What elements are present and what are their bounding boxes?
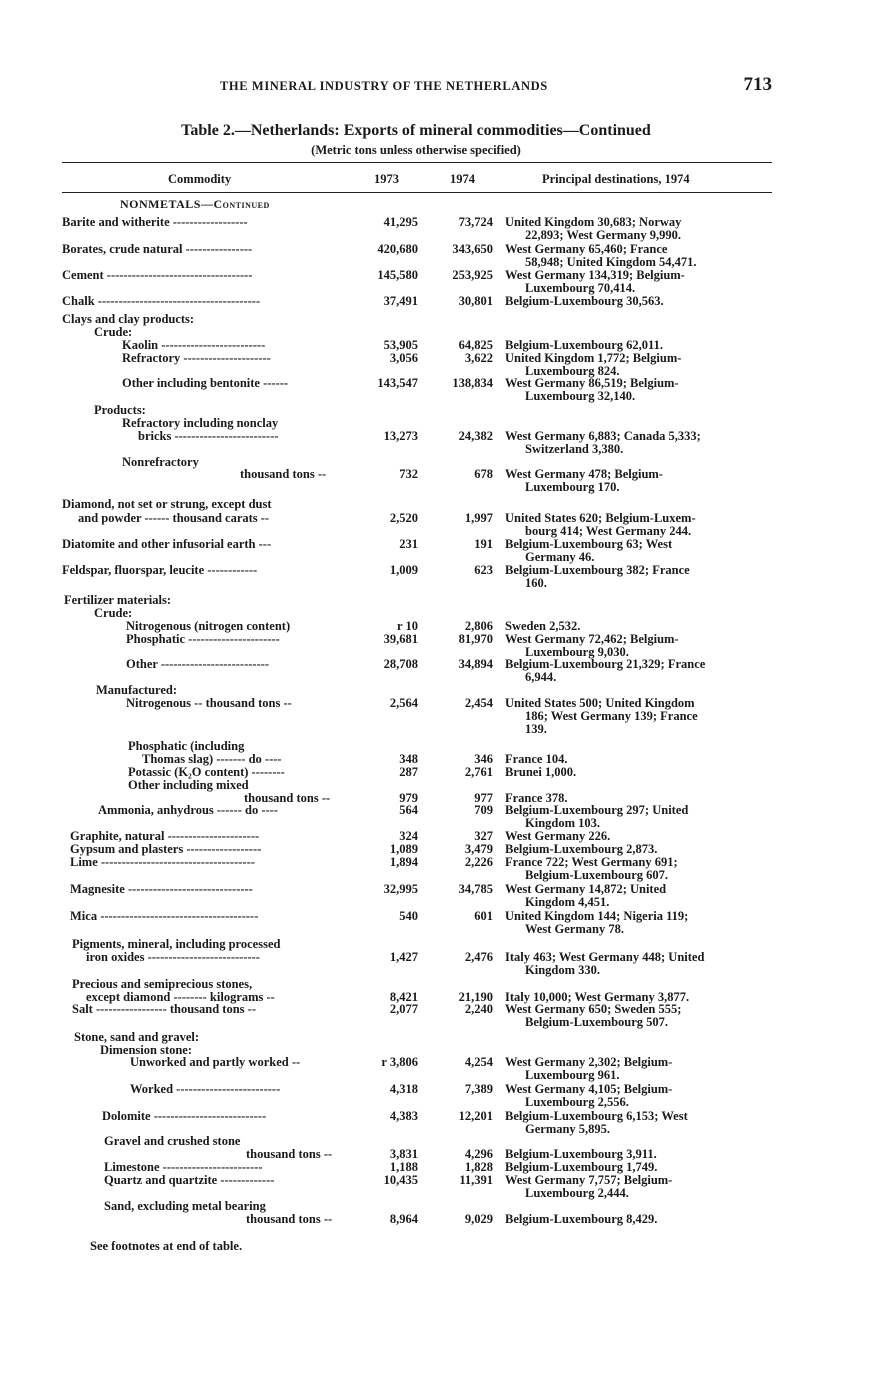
- destination-line: Belgium-Luxembourg 21,329; France: [505, 657, 706, 671]
- value-1973: 10,435: [383, 1173, 418, 1187]
- destination-line: United Kingdom 1,772; Belgium-: [505, 351, 682, 365]
- commodity-label: Manufactured:: [96, 683, 178, 697]
- value-1974: 601: [474, 909, 493, 923]
- destination-line: Italy 10,000; West Germany 3,877.: [505, 990, 690, 1004]
- commodity-label: bricks -------------------------: [138, 429, 279, 443]
- destinations-cell: [505, 1174, 785, 1200]
- value-1973: 39,681: [383, 632, 418, 646]
- destination-line: West Germany 650; Sweden 555;: [505, 1002, 682, 1016]
- value-1973: 979: [399, 791, 418, 805]
- value-1974: 3,622: [464, 351, 493, 365]
- commodity-label: Other including bentonite ------: [122, 376, 289, 390]
- value-1973: 1,009: [389, 563, 418, 577]
- commodity-label: Ammonia, anhydrous ------ do ----: [98, 803, 278, 817]
- destination-line: Belgium-Luxembourg 63; West: [505, 537, 673, 551]
- destination-line: United States 500; United Kingdom: [505, 696, 695, 710]
- commodity-label: Gravel and crushed stone: [104, 1134, 241, 1148]
- destination-line: Italy 463; West Germany 448; United: [505, 950, 705, 964]
- column-header-1974: 1974: [450, 172, 475, 186]
- commodity-label: Salt ----------------- thousand tons --: [72, 1002, 256, 1016]
- destination-line: France 722; West Germany 691;: [505, 855, 678, 869]
- destination-line: Switzerland 3,380.: [525, 442, 624, 456]
- destinations-cell: [505, 766, 785, 779]
- commodity-label: thousand tons --: [244, 791, 331, 805]
- value-1973: 37,491: [383, 294, 418, 308]
- commodity-label: thousand tons --: [240, 467, 327, 481]
- value-1973: 143,547: [377, 376, 418, 390]
- destination-line: Luxembourg 961.: [525, 1068, 620, 1082]
- commodity-label: Limestone ------------------------: [104, 1160, 263, 1174]
- value-1974: 2,226: [464, 855, 493, 869]
- value-1973: 540: [399, 909, 418, 923]
- value-1974: 34,785: [458, 882, 493, 896]
- destination-line: France 378.: [505, 791, 568, 805]
- value-1973: 8,421: [389, 990, 418, 1004]
- destination-line: 6,944.: [525, 670, 557, 684]
- destination-line: West Germany 478; Belgium-: [505, 467, 663, 481]
- value-1974: 64,825: [458, 338, 493, 352]
- value-1974: 81,970: [458, 632, 493, 646]
- destination-line: Kingdom 4,451.: [525, 895, 610, 909]
- commodity-label: Potassic (K₂O content) --------: [128, 765, 285, 779]
- destination-line: 139.: [525, 722, 547, 736]
- destination-line: Belgium-Luxembourg 30,563.: [505, 294, 664, 308]
- footnote-reference: See footnotes at end of table.: [90, 1239, 243, 1253]
- value-1973: 41,295: [383, 215, 418, 229]
- destination-line: West Germany 226.: [505, 829, 611, 843]
- commodity-label: Graphite, natural ----------------------: [70, 829, 260, 843]
- table-subtitle: (Metric tons unless otherwise specified): [311, 143, 521, 157]
- running-head: [60, 76, 772, 100]
- value-1974: 30,801: [458, 294, 493, 308]
- destination-line: Belgium-Luxembourg 297; United: [505, 803, 689, 817]
- value-1973: 8,964: [389, 1212, 418, 1226]
- value-1973: 324: [399, 829, 418, 843]
- destinations-cell: [505, 1003, 785, 1029]
- destinations-cell: [505, 243, 785, 269]
- destinations-cell: [505, 468, 785, 494]
- destination-line: Belgium-Luxembourg 1,749.: [505, 1160, 658, 1174]
- commodity-label: thousand tons --: [246, 1147, 333, 1161]
- destinations-cell: [505, 512, 785, 538]
- destination-line: Belgium-Luxembourg 2,873.: [505, 842, 658, 856]
- destination-line: West Germany 2,302; Belgium-: [505, 1055, 673, 1069]
- value-1974: 12,201: [458, 1109, 493, 1123]
- commodity-label: Chalk ---------------------------------------: [62, 294, 261, 308]
- commodity-label: Pigments, mineral, including processed: [72, 937, 281, 951]
- destinations-cell: [505, 1083, 785, 1109]
- destination-line: Luxembourg 170.: [525, 480, 620, 494]
- destinations-cell: [505, 430, 785, 456]
- value-1974: 24,382: [458, 429, 493, 443]
- commodity-label: Quartz and quartzite -------------: [104, 1173, 275, 1187]
- destination-line: bourg 414; West Germany 244.: [525, 524, 692, 538]
- value-1973: 348: [399, 752, 418, 766]
- commodity-label: Fertilizer materials:: [64, 593, 172, 607]
- commodity-label: Refractory ---------------------: [122, 351, 271, 365]
- value-1973: 2,564: [389, 696, 418, 710]
- destinations-cell: [505, 1110, 785, 1136]
- commodity-label: thousand tons --: [246, 1212, 333, 1226]
- destination-line: Luxembourg 70,414.: [525, 281, 636, 295]
- destination-line: Germany 46.: [525, 550, 595, 564]
- destinations-cell: [505, 377, 785, 403]
- destination-line: Luxembourg 2,444.: [525, 1186, 629, 1200]
- commodity-label: Borates, crude natural ----------------: [62, 242, 253, 256]
- destination-line: West Germany 78.: [525, 922, 624, 936]
- value-1973: r 3,806: [381, 1055, 418, 1069]
- destination-line: West Germany 6,883; Canada 5,333;: [505, 429, 701, 443]
- destination-line: Brunei 1,000.: [505, 765, 577, 779]
- destination-line: West Germany 86,519; Belgium-: [505, 376, 679, 390]
- commodity-label: Refractory including nonclay: [122, 416, 279, 430]
- destination-line: Belgium-Luxembourg 382; France: [505, 563, 690, 577]
- commodity-label: Clays and clay products:: [62, 312, 195, 326]
- value-1973: 287: [399, 765, 418, 779]
- value-1974: 2,761: [464, 765, 493, 779]
- destination-line: 186; West Germany 139; France: [525, 709, 698, 723]
- destination-line: Luxembourg 32,140.: [525, 389, 636, 403]
- commodity-label: Stone, sand and gravel:: [74, 1030, 200, 1044]
- commodity-label: Gypsum and plasters ------------------: [70, 842, 262, 856]
- value-1974: 73,724: [458, 215, 493, 229]
- commodity-label: Unworked and partly worked --: [130, 1055, 301, 1069]
- value-1973: 732: [399, 467, 418, 481]
- destination-line: West Germany 72,462; Belgium-: [505, 632, 679, 646]
- destination-line: Kingdom 330.: [525, 963, 601, 977]
- value-1974: 34,894: [458, 657, 493, 671]
- value-1973: 1,894: [389, 855, 418, 869]
- destinations-cell: [505, 910, 785, 936]
- value-1974: 327: [474, 829, 493, 843]
- commodity-label: Phosphatic (including: [128, 739, 245, 753]
- destination-line: Kingdom 103.: [525, 816, 601, 830]
- commodity-label: Nitrogenous (nitrogen content): [126, 619, 291, 633]
- value-1973: 564: [399, 803, 418, 817]
- value-1974: 4,254: [464, 1055, 493, 1069]
- commodity-label: Sand, excluding metal bearing: [104, 1199, 266, 1213]
- value-1974: 21,190: [458, 990, 493, 1004]
- destinations-cell: [505, 951, 785, 977]
- value-1974: 709: [474, 803, 493, 817]
- commodity-label: Feldspar, fluorspar, leucite ------------: [62, 563, 258, 577]
- value-1973: 13,273: [383, 429, 418, 443]
- destinations-cell: [505, 697, 785, 736]
- value-1974: 346: [474, 752, 493, 766]
- value-1974: 2,806: [464, 619, 493, 633]
- destination-line: Luxembourg 824.: [525, 364, 620, 378]
- destinations-cell: [505, 633, 785, 659]
- value-1973: 2,077: [389, 1002, 418, 1016]
- destinations-cell: [505, 216, 785, 242]
- table-top-rule: [62, 162, 772, 163]
- value-1974: 623: [474, 563, 493, 577]
- destinations-cell: [505, 564, 785, 590]
- commodity-label: Cement -----------------------------------: [62, 268, 253, 282]
- value-1973: 3,831: [389, 1147, 418, 1161]
- destination-line: United Kingdom 30,683; Norway: [505, 215, 682, 229]
- value-1974: 9,029: [464, 1212, 493, 1226]
- value-1974: 2,454: [464, 696, 493, 710]
- commodity-label: Lime -------------------------------------: [70, 855, 255, 869]
- value-1973: 28,708: [383, 657, 418, 671]
- value-1974: 4,296: [464, 1147, 493, 1161]
- commodity-label: Barite and witherite ------------------: [62, 215, 248, 229]
- commodity-label: except diamond -------- kilograms --: [86, 990, 275, 1004]
- destination-line: West Germany 134,319; Belgium-: [505, 268, 685, 282]
- value-1974: 1,997: [464, 511, 493, 525]
- destination-line: Belgium-Luxembourg 62,011.: [505, 338, 663, 352]
- commodity-label: Worked -------------------------: [130, 1082, 281, 1096]
- value-1974: 7,389: [464, 1082, 493, 1096]
- destination-line: Belgium-Luxembourg 3,911.: [505, 1147, 657, 1161]
- destinations-cell: [505, 804, 785, 830]
- destination-line: United States 620; Belgium-Luxem-: [505, 511, 696, 525]
- commodity-label: Dolomite ---------------------------: [102, 1109, 267, 1123]
- destination-line: West Germany 14,872; United: [505, 882, 667, 896]
- column-header-1973: 1973: [374, 172, 399, 186]
- commodity-label: Nonrefractory: [122, 455, 199, 469]
- value-1974: 191: [474, 537, 493, 551]
- value-1973: 231: [399, 537, 418, 551]
- destination-line: 58,948; United Kingdom 54,471.: [525, 255, 697, 269]
- destination-line: Belgium-Luxembourg 607.: [525, 868, 669, 882]
- destination-line: Luxembourg 2,556.: [525, 1095, 629, 1109]
- destination-line: 22,893; West Germany 9,990.: [525, 228, 682, 242]
- destination-line: United Kingdom 144; Nigeria 119;: [505, 909, 689, 923]
- destinations-cell: [505, 883, 785, 909]
- commodity-label: Phosphatic ----------------------: [126, 632, 280, 646]
- destinations-cell: [505, 1213, 785, 1226]
- commodity-label: and powder ------ thousand carats --: [78, 511, 270, 525]
- table-header-rule: [62, 192, 772, 193]
- value-1974: 977: [474, 791, 493, 805]
- value-1973: 1,089: [389, 842, 418, 856]
- commodity-label: Precious and semiprecious stones,: [72, 977, 253, 991]
- value-1974: 253,925: [452, 268, 493, 282]
- value-1974: 1,828: [464, 1160, 493, 1174]
- value-1974: 678: [474, 467, 493, 481]
- destinations-cell: [505, 658, 785, 684]
- commodity-label: Diamond, not set or strung, except dust: [62, 497, 272, 511]
- commodity-label: Products:: [94, 403, 146, 417]
- value-1974: 3,479: [464, 842, 493, 856]
- value-1973: r 10: [397, 619, 418, 633]
- value-1974: 11,391: [459, 1173, 493, 1187]
- commodity-label: Magnesite ------------------------------: [70, 882, 253, 896]
- destination-line: West Germany 7,757; Belgium-: [505, 1173, 673, 1187]
- destinations-cell: [505, 352, 785, 378]
- value-1974: 343,650: [452, 242, 493, 256]
- destination-line: Luxembourg 9,030.: [525, 645, 629, 659]
- commodity-label: Kaolin -------------------------: [122, 338, 266, 352]
- destinations-cell: [505, 1056, 785, 1082]
- commodity-label: Thomas slag) ------- do ----: [142, 752, 282, 766]
- value-1974: 138,834: [452, 376, 493, 390]
- value-1973: 32,995: [383, 882, 418, 896]
- commodity-label: Other including mixed: [128, 778, 249, 792]
- value-1973: 2,520: [389, 511, 418, 525]
- commodity-label: NONMETALS—Continued: [120, 197, 270, 211]
- table-title: Table 2.—Netherlands: Exports of mineral commodities—Continued: [181, 122, 651, 139]
- destinations-cell: [505, 856, 785, 882]
- commodity-label: Nitrogenous -- thousand tons --: [126, 696, 292, 710]
- destinations-cell: [505, 295, 785, 308]
- destinations-cell: [505, 538, 785, 564]
- value-1974: 2,476: [464, 950, 493, 964]
- destination-line: Belgium-Luxembourg 8,429.: [505, 1212, 658, 1226]
- destination-line: West Germany 65,460; France: [505, 242, 668, 256]
- value-1973: 4,318: [389, 1082, 418, 1096]
- commodity-label: Diatomite and other infusorial earth ---: [62, 537, 272, 551]
- page-number: 713: [743, 74, 772, 95]
- commodity-label: Mica --------------------------------------: [70, 909, 259, 923]
- destination-line: 160.: [525, 576, 547, 590]
- commodity-label: Crude:: [94, 325, 133, 339]
- destination-line: France 104.: [505, 752, 568, 766]
- value-1973: 4,383: [389, 1109, 418, 1123]
- value-1973: 145,580: [377, 268, 418, 282]
- value-1973: 3,056: [389, 351, 418, 365]
- commodity-label: Dimension stone:: [100, 1043, 193, 1057]
- destination-line: Germany 5,895.: [525, 1122, 611, 1136]
- value-1973: 1,427: [389, 950, 418, 964]
- commodity-label: Crude:: [94, 606, 133, 620]
- destination-line: Belgium-Luxembourg 507.: [525, 1015, 669, 1029]
- destination-line: Sweden 2,532.: [505, 619, 581, 633]
- value-1974: 2,240: [464, 1002, 493, 1016]
- commodity-label: iron oxides ---------------------------: [86, 950, 260, 964]
- commodity-label: Other --------------------------: [126, 657, 270, 671]
- destinations-cell: [505, 269, 785, 295]
- destination-line: Belgium-Luxembourg 6,153; West: [505, 1109, 688, 1123]
- column-header-commodity: Commodity: [168, 172, 232, 186]
- value-1973: 420,680: [377, 242, 418, 256]
- value-1973: 53,905: [383, 338, 418, 352]
- value-1973: 1,188: [389, 1160, 418, 1174]
- column-header-destinations: Principal destinations, 1974: [542, 172, 690, 186]
- destination-line: West Germany 4,105; Belgium-: [505, 1082, 673, 1096]
- running-title: THE MINERAL INDUSTRY OF THE NETHERLANDS: [220, 79, 548, 93]
